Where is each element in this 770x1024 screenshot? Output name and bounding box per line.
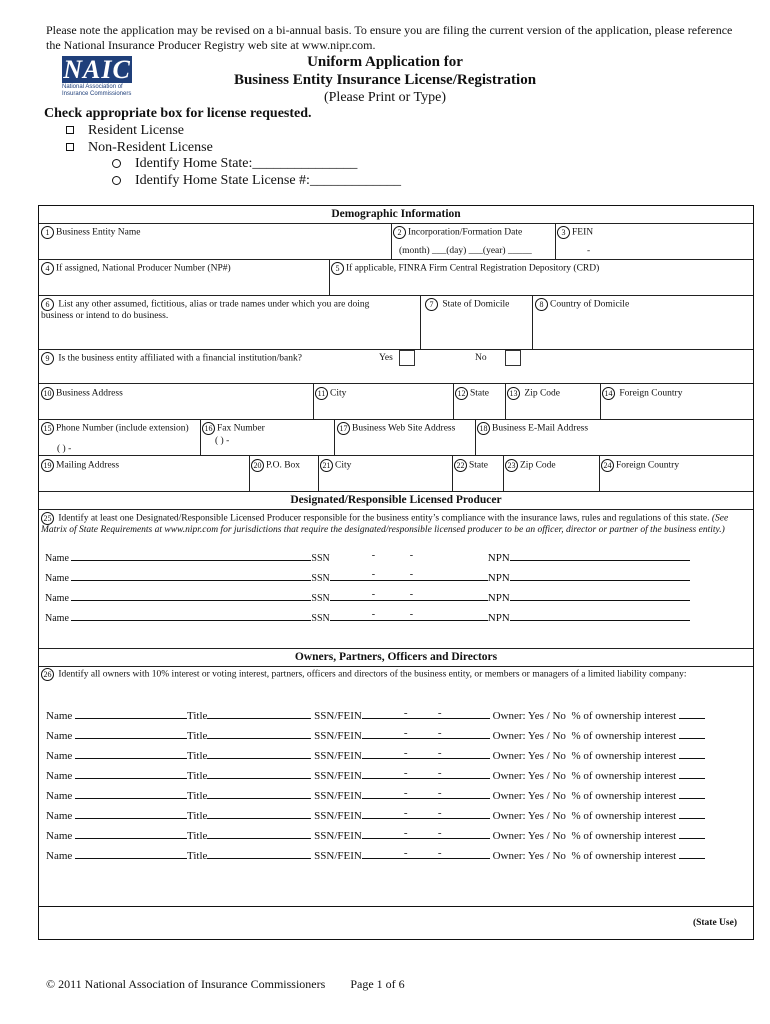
- owner-row[interactable]: Name Title SSN/FEIN - - Owner: Yes / No % of ownership interest: [46, 849, 705, 862]
- phone-number-field[interactable]: 15 Phone Number (include extension): [41, 422, 191, 435]
- logo-subtitle: Insurance Commissioners: [62, 91, 132, 97]
- home-state-license-field[interactable]: Identify Home State License #:_____________: [112, 173, 401, 189]
- country-of-domicile-field[interactable]: 8 Country of Domicile: [535, 298, 629, 311]
- incorporation-date-field[interactable]: 2 Incorporation/Formation Date: [393, 226, 522, 239]
- nonresident-license-option[interactable]: Non-Resident License: [66, 140, 213, 156]
- demographic-heading: Demographic Information: [331, 208, 461, 220]
- state-of-domicile-field[interactable]: 7 State of Domicile: [425, 298, 509, 311]
- mailing-country-field[interactable]: 24 Foreign Country: [601, 459, 679, 472]
- incorporation-date-format: (month) ___(day) ___(year) _____: [399, 246, 532, 256]
- home-state-field[interactable]: Identify Home State:_______________: [112, 156, 357, 172]
- website-field[interactable]: 17 Business Web Site Address: [337, 422, 455, 435]
- license-prompt: Check appropriate box for license requested.: [44, 106, 312, 121]
- zip-code-field[interactable]: 13 Zip Code: [507, 387, 560, 400]
- owner-row[interactable]: Name Title SSN/FEIN - - Owner: Yes / No % of ownership interest: [46, 729, 705, 742]
- business-address-field[interactable]: 10 Business Address: [41, 387, 123, 400]
- mailing-city-field[interactable]: 21 City: [320, 459, 351, 472]
- bank-affiliation-no[interactable]: No: [475, 350, 521, 366]
- form-title: Uniform Application for: [307, 54, 463, 70]
- owner-row[interactable]: Name Title SSN/FEIN - - Owner: Yes / No % of ownership interest: [46, 709, 705, 722]
- owners-heading: Owners, Partners, Officers and Directors: [294, 651, 498, 663]
- business-entity-name-field[interactable]: 1 Business Entity Name: [41, 226, 140, 239]
- producer-row[interactable]: Name SSN - - NPN: [45, 571, 690, 584]
- yes-checkbox[interactable]: [399, 350, 415, 366]
- other-names-field[interactable]: 6 List any other assumed, fictitious, alias or trade names under which you are doing business or intend to do business.: [41, 299, 370, 321]
- designated-producer-heading: Designated/Responsible Licensed Producer: [290, 494, 502, 506]
- checkbox[interactable]: [66, 126, 74, 134]
- footer: [46, 977, 405, 992]
- finra-crd-field[interactable]: 5 If applicable, FINRA Firm Central Registration Depository (CRD): [331, 262, 599, 275]
- fein-separator: -: [587, 246, 591, 256]
- producer-row[interactable]: Name SSN - - NPN: [45, 551, 690, 564]
- po-box-field[interactable]: 20 P.O. Box: [251, 459, 300, 472]
- producer-row[interactable]: Name SSN - - NPN: [45, 611, 690, 624]
- owner-row[interactable]: Name Title SSN/FEIN - - Owner: Yes / No % of ownership interest: [46, 789, 705, 802]
- foreign-country-field[interactable]: 14 Foreign Country: [602, 387, 682, 400]
- owner-row[interactable]: Name Title SSN/FEIN - - Owner: Yes / No % of ownership interest: [46, 809, 705, 822]
- national-producer-number-field[interactable]: 4 If assigned, National Producer Number (NP#): [41, 262, 231, 275]
- fax-format: ( ) -: [215, 436, 230, 446]
- resident-license-option[interactable]: Resident License: [66, 123, 184, 139]
- bullet-icon: [112, 159, 121, 168]
- designated-producer-instructions: 25 Identify at least one Designated/Responsible Licensed Producer responsible for the business entity’s compliance with the insurance laws, rules and regulations of this state. (See Matrix of State Requirements at www.nipr.com for jurisdictions that require the designated/responsible licensed producer to be an officer, director or partner of the business entity.): [41, 513, 729, 535]
- logo-mark: NAIC: [63, 55, 131, 84]
- bank-affiliation-yes[interactable]: Yes: [379, 350, 415, 366]
- producer-row[interactable]: Name SSN - - NPN: [45, 591, 690, 604]
- form-instructions: (Please Print or Type): [323, 90, 446, 105]
- email-field[interactable]: 18 Business E-Mail Address: [477, 422, 588, 435]
- revision-notice: Please note the application may be revised on a bi-annual basis. To ensure you are filing the current version of the application, please reference the National Insurance Producer Registry web site at www.nipr.com.: [46, 23, 733, 52]
- bank-affiliation-question: 9 Is the business entity affiliated with a financial institution/bank?: [41, 352, 302, 365]
- owner-row[interactable]: Name Title SSN/FEIN - - Owner: Yes / No % of ownership interest: [46, 769, 705, 782]
- page-number: Page 1 of 6: [350, 977, 405, 991]
- state-field[interactable]: 12 State: [455, 387, 489, 400]
- city-field[interactable]: 11 City: [315, 387, 346, 400]
- fax-number-field[interactable]: 16 Fax Number: [202, 422, 265, 435]
- copyright: © 2011 National Association of Insurance Commissioners: [46, 977, 326, 991]
- mailing-address-field[interactable]: 19 Mailing Address: [41, 459, 119, 472]
- checkbox[interactable]: [66, 143, 74, 151]
- fein-field[interactable]: 3 FEIN: [557, 226, 593, 239]
- owners-instructions: 26 Identify all owners with 10% interest or voting interest, partners, officers and directors of the business entity, or members or managers of a limited liability company:: [41, 668, 745, 681]
- mailing-state-field[interactable]: 22 State: [454, 459, 488, 472]
- no-checkbox[interactable]: [505, 350, 521, 366]
- form-title: Business Entity Insurance License/Registration: [233, 72, 537, 88]
- mailing-zip-field[interactable]: 23 Zip Code: [505, 459, 556, 472]
- application-form: [38, 205, 754, 940]
- logo-subtitle: National Association of: [62, 84, 123, 90]
- bullet-icon: [112, 176, 121, 185]
- state-use-label: (State Use): [692, 918, 737, 928]
- owner-row[interactable]: Name Title SSN/FEIN - - Owner: Yes / No % of ownership interest: [46, 829, 705, 842]
- owner-row[interactable]: Name Title SSN/FEIN - - Owner: Yes / No % of ownership interest: [46, 749, 705, 762]
- phone-format: ( ) -: [57, 444, 72, 454]
